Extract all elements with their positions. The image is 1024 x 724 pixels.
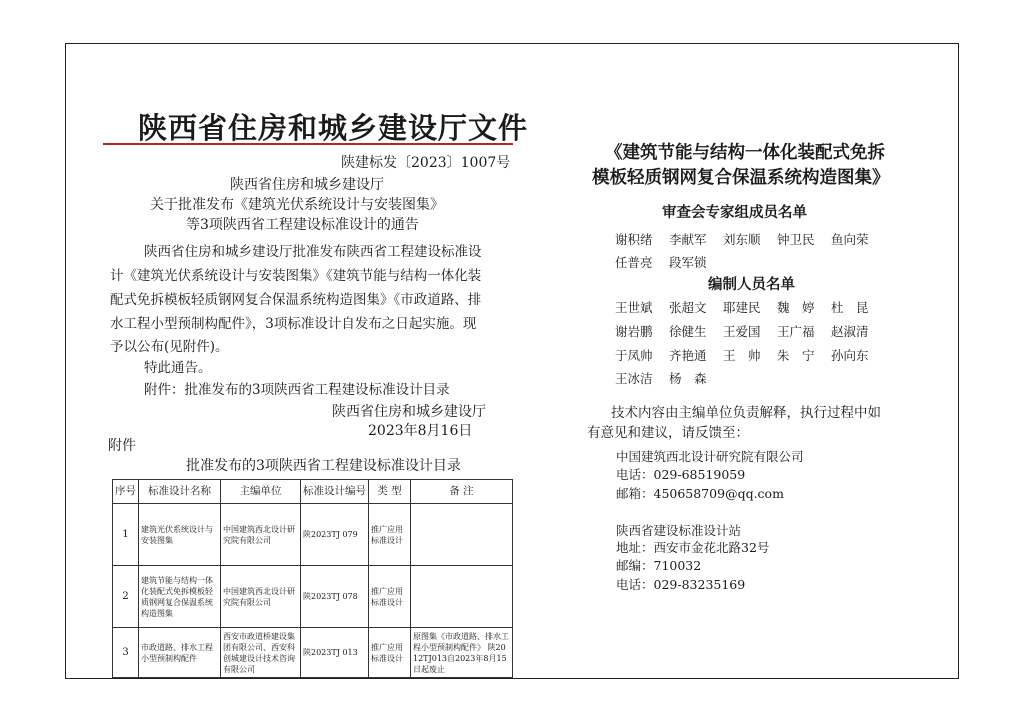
table-row bbox=[113, 504, 513, 566]
review-members-row-1 bbox=[615, 230, 885, 248]
body-line-1: 陕西省住房和城乡建设厅批准发布陕西省工程建设标准设 bbox=[144, 244, 482, 260]
feedback-line-2: 有意见和建议，请反馈至： bbox=[587, 425, 749, 441]
issuer-heading: 陕西省住房和城乡建设厅 bbox=[230, 177, 384, 193]
cell-code: 陕2023TJ 013 bbox=[301, 628, 369, 678]
review-members-row-2 bbox=[615, 253, 723, 271]
feedback-line-1: 技术内容由主编单位负责解释，执行过程中如 bbox=[611, 405, 881, 421]
issue-date: 2023年8月16日 bbox=[368, 423, 473, 439]
col-header-note: 备 注 bbox=[411, 480, 513, 504]
member-name: 王 帅 bbox=[723, 348, 761, 363]
member-name: 耶建民 bbox=[723, 300, 761, 315]
document-number: 陕建标发〔2023〕1007号 bbox=[341, 155, 511, 171]
cell-editor: 中国建筑西北设计研究院有限公司 bbox=[221, 504, 301, 566]
body-line-3: 配式免拆模板轻质钢网复合保温系统构造图集》《市政道路、排 bbox=[110, 292, 482, 308]
cell-code: 陕2023TJ 079 bbox=[301, 504, 369, 566]
notice-title-line-2: 等3项陕西省工程建设标准设计的通告 bbox=[186, 217, 419, 233]
cell-type: 推广应用标准设计 bbox=[369, 566, 411, 628]
member-name: 谢积绪 bbox=[615, 232, 653, 247]
contact2-address: 地址：西安市金花北路32号 bbox=[616, 540, 770, 555]
compile-members-row-4 bbox=[615, 369, 723, 387]
table-row bbox=[113, 628, 513, 678]
signature: 陕西省住房和城乡建设厅 bbox=[332, 404, 486, 420]
review-heading: 审查会专家组成员名单 bbox=[662, 204, 807, 221]
col-header-no: 序号 bbox=[113, 480, 139, 504]
contact1-org: 中国建筑西北设计研究院有限公司 bbox=[616, 449, 804, 464]
member-name: 李献军 bbox=[669, 232, 707, 247]
compile-members-row-2 bbox=[615, 322, 885, 340]
member-name: 杜 昆 bbox=[831, 300, 869, 315]
member-name: 赵淑清 bbox=[831, 324, 869, 339]
member-name: 于凤帅 bbox=[615, 348, 653, 363]
col-header-code: 标准设计编号 bbox=[301, 480, 369, 504]
member-name: 齐艳通 bbox=[669, 348, 707, 363]
cell-code: 陕2023TJ 078 bbox=[301, 566, 369, 628]
member-name: 孙向东 bbox=[831, 348, 869, 363]
body-line-2: 计《建筑光伏系统设计与安装图集》《建筑节能与结构一体化装 bbox=[110, 268, 482, 284]
member-name: 段军锁 bbox=[669, 255, 707, 270]
attachment-label: 附件 bbox=[108, 438, 136, 454]
compile-members-row-1 bbox=[615, 298, 885, 316]
title-red-rule bbox=[103, 143, 513, 145]
catalog-table bbox=[112, 479, 513, 678]
member-name: 刘东顺 bbox=[723, 232, 761, 247]
cell-note bbox=[411, 566, 513, 628]
member-name: 钟卫民 bbox=[777, 232, 815, 247]
cell-no: 1 bbox=[113, 504, 139, 566]
member-name: 王世斌 bbox=[615, 300, 653, 315]
document-title: 陕西省住房和城乡建设厅文件 bbox=[138, 111, 529, 145]
atlas-title-line-1: 《建筑节能与结构一体化装配式免拆 bbox=[605, 143, 885, 163]
cell-name: 建筑光伏系统设计与安装图集 bbox=[139, 504, 221, 566]
col-header-editor: 主编单位 bbox=[221, 480, 301, 504]
cell-name: 市政道路、排水工程小型预制构配件 bbox=[139, 628, 221, 678]
member-name: 任普亮 bbox=[615, 255, 653, 270]
cell-no: 3 bbox=[113, 628, 139, 678]
table-row bbox=[113, 566, 513, 628]
col-header-type: 类 型 bbox=[369, 480, 411, 504]
contact1-email: 邮箱：450658709@qq.com bbox=[616, 486, 784, 501]
member-name: 王广福 bbox=[777, 324, 815, 339]
cell-editor: 中国建筑西北设计研究院有限公司 bbox=[221, 566, 301, 628]
cell-note: 原图集《市政道路、排水工程小型预制构配件》 陕2012TJ013自2023年8月15日起废止 bbox=[411, 628, 513, 678]
cell-type: 推广应用标准设计 bbox=[369, 628, 411, 678]
member-name: 谢岩鹏 bbox=[615, 324, 653, 339]
body-line-5: 予以公布(见附件)。 bbox=[110, 339, 229, 355]
contact2-phone: 电话：029-83235169 bbox=[616, 577, 746, 592]
member-name: 王爱国 bbox=[723, 324, 761, 339]
contact2-postcode: 邮编：710032 bbox=[616, 558, 702, 573]
member-name: 魏 婷 bbox=[777, 300, 815, 315]
member-name: 张超文 bbox=[669, 300, 707, 315]
notice-title-line-1: 关于批准发布《建筑光伏系统设计与安装图集》 bbox=[150, 197, 444, 213]
member-name: 徐健生 bbox=[669, 324, 707, 339]
compile-heading: 编制人员名单 bbox=[708, 276, 795, 293]
attachment-title: 批准发布的3项陕西省工程建设标准设计目录 bbox=[186, 458, 461, 474]
contact1-phone: 电话：029-68519059 bbox=[616, 467, 746, 482]
compile-members-row-3 bbox=[615, 346, 885, 364]
cell-type: 推广应用标准设计 bbox=[369, 504, 411, 566]
cell-note bbox=[411, 504, 513, 566]
member-name: 朱 宁 bbox=[777, 348, 815, 363]
atlas-title-line-2: 模板轻质钢网复合保温系统构造图集》 bbox=[592, 168, 890, 188]
cell-editor: 西安市政道桥建设集团有限公司、西安科创城建设计技术咨询有限公司 bbox=[221, 628, 301, 678]
table-header-row bbox=[113, 480, 513, 504]
member-name: 杨 森 bbox=[669, 371, 707, 386]
special-notice: 特此通告。 bbox=[144, 360, 212, 376]
cell-name: 建筑节能与结构一体化装配式免拆模板轻质钢网复合保温系统构造图集 bbox=[139, 566, 221, 628]
member-name: 王冰洁 bbox=[615, 371, 653, 386]
col-header-name: 标准设计名称 bbox=[139, 480, 221, 504]
attachment-note: 附件：批准发布的3项陕西省工程建设标准设计目录 bbox=[144, 382, 450, 398]
contact2-org: 陕西省建设标准设计站 bbox=[616, 523, 742, 538]
member-name: 鱼向荣 bbox=[831, 232, 869, 247]
body-line-4: 水工程小型预制构配件》，3项标准设计自发布之日起实施。现 bbox=[110, 316, 477, 332]
cell-no: 2 bbox=[113, 566, 139, 628]
